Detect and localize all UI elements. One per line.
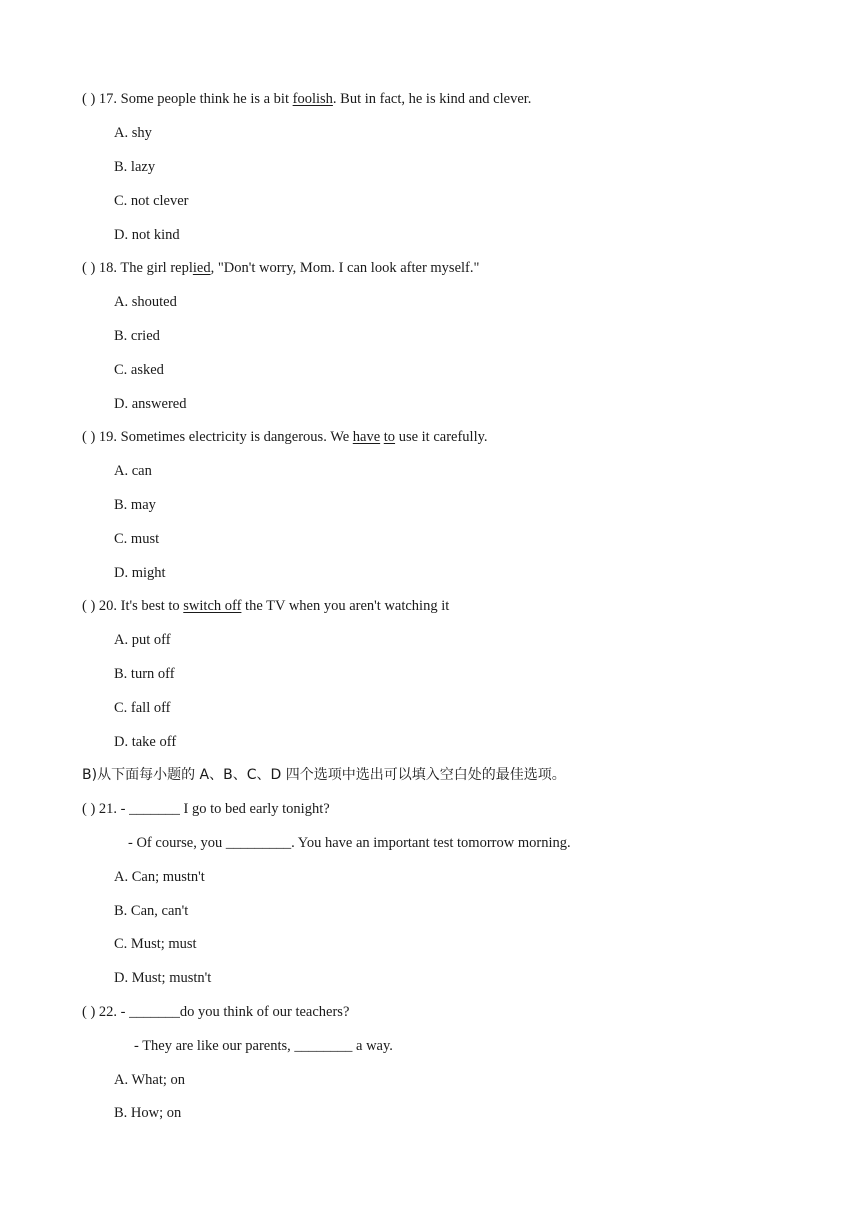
option-d: D. answered [114, 396, 187, 412]
question-22-response: - They are like our parents, ________ a way. [134, 1038, 393, 1054]
option-a: A. can [114, 463, 152, 479]
option-b: B. cried [114, 328, 160, 344]
option-c: C. Must; must [114, 936, 197, 952]
question-20-text: ( ) 20. It's best to [82, 598, 184, 614]
question-20 [82, 597, 449, 615]
underlined-word: to [383, 429, 396, 445]
option-b: B. lazy [114, 159, 156, 175]
option-d: D. not kind [114, 227, 180, 243]
option-d: D. might [114, 565, 166, 581]
underlined-word: foolish [292, 91, 333, 107]
question-21-response: - Of course, you _________. You have an important test tomorrow morning. [128, 835, 571, 851]
question-21: ( ) 21. - _______ I go to bed early tonight? [82, 801, 330, 817]
option-b: B. How; on [114, 1105, 182, 1121]
option-d: D. Must; mustn't [114, 970, 212, 986]
option-c: C. asked [114, 362, 164, 378]
option-a: A. What; on [114, 1072, 186, 1088]
question-17 [82, 90, 531, 108]
underlined-word: ied [192, 260, 211, 276]
option-b: B. Can, can't [114, 903, 189, 919]
option-a: A. shy [114, 125, 152, 141]
option-c: C. fall off [114, 700, 171, 716]
question-18-text: ( ) 18. The girl repl [82, 260, 193, 276]
question-20-text-end: the TV when you aren't watching it [241, 598, 450, 614]
option-a: A. Can; mustn't [114, 869, 205, 885]
question-19-text: ( ) 19. Sometimes electricity is dangerous. We [82, 429, 353, 445]
option-a: A. put off [114, 632, 171, 648]
question-17-text: ( ) 17. Some people think he is a bit [82, 91, 293, 107]
option-d: D. take off [114, 734, 177, 750]
option-b: B. may [114, 497, 156, 513]
section-b-instructions: B)从下面每小题的 A、B、C、D 四个选项中选出可以填入空白处的最佳选项。 [82, 767, 566, 783]
option-b: B. turn off [114, 666, 175, 682]
question-18-text-end: , "Don't worry, Mom. I can look after myself." [210, 260, 480, 276]
question-17-text-end: . But in fact, he is kind and clever. [332, 91, 532, 107]
question-19-text-end: use it carefully. [395, 429, 488, 445]
option-a: A. shouted [114, 294, 177, 310]
question-19 [82, 428, 488, 446]
option-c: C. must [114, 531, 160, 547]
question-22: ( ) 22. - _______do you think of our teachers? [82, 1004, 350, 1020]
underlined-phrase: switch off [183, 598, 242, 614]
option-c: C. not clever [114, 193, 189, 209]
question-18 [82, 259, 479, 277]
underlined-word: have [352, 429, 381, 445]
